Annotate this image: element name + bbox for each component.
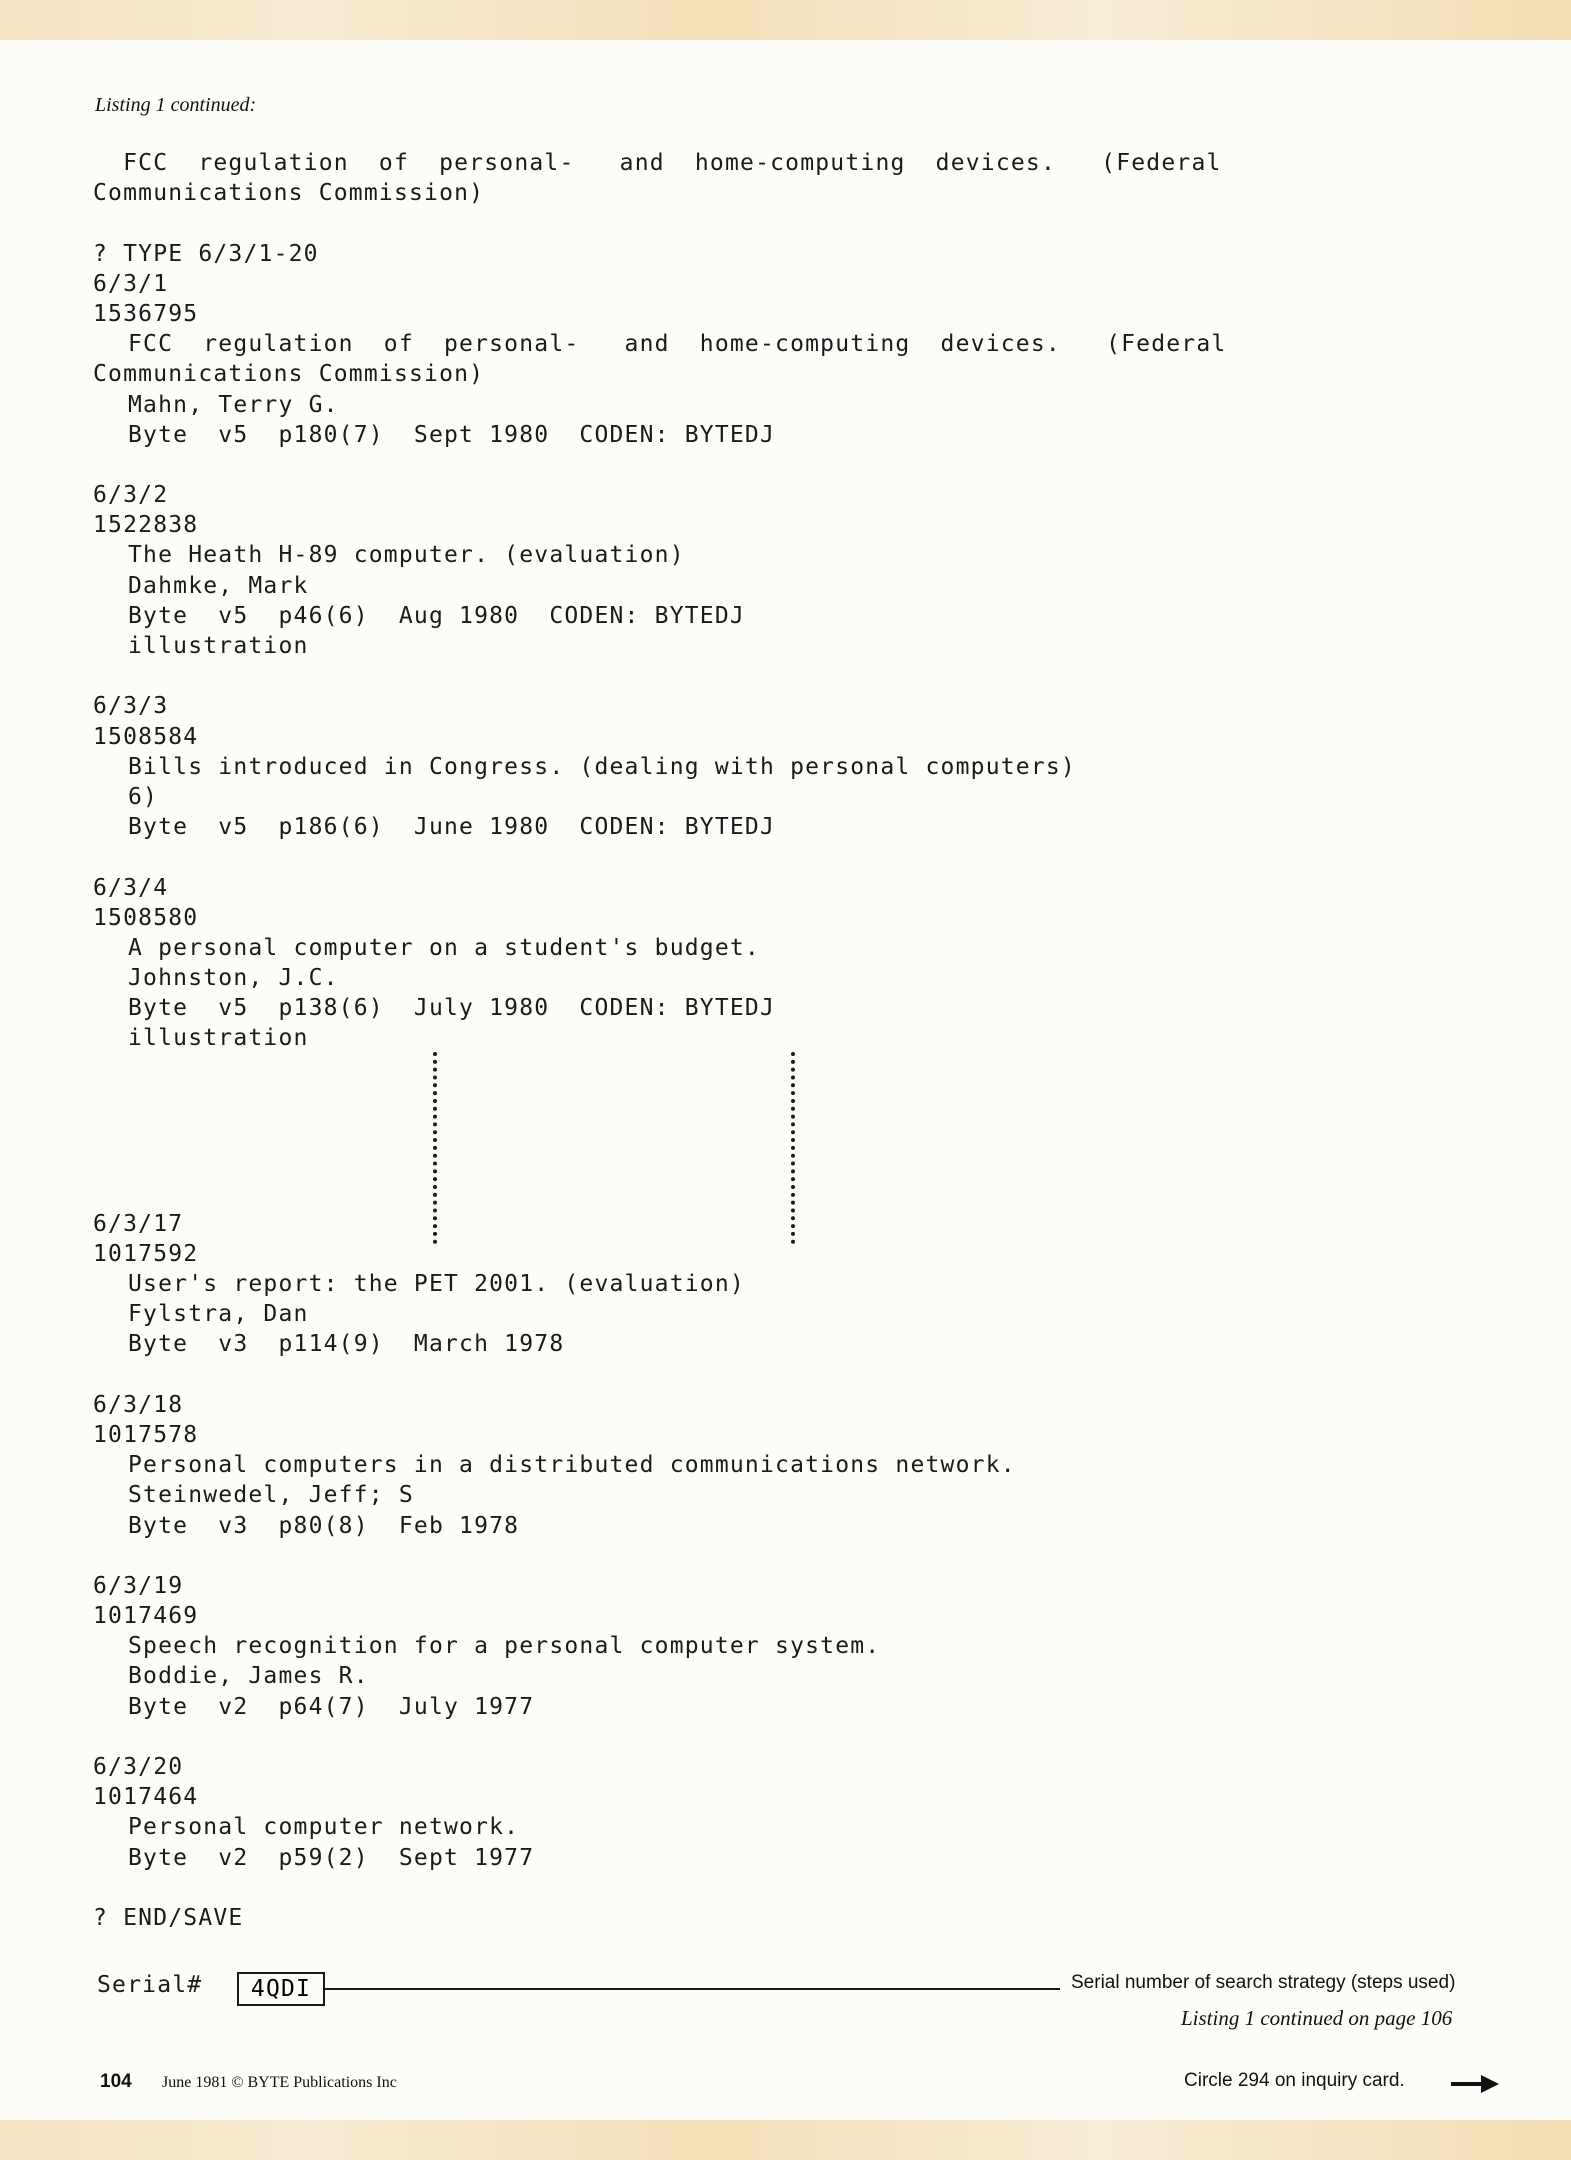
record-citation: Byte v3 p80(8) Feb 1978: [128, 1512, 520, 1539]
record-citation: Byte v5 p186(6) June 1980 CODEN: BYTEDJ: [128, 814, 776, 841]
serial-callout-line: [325, 1988, 1060, 1990]
record-id: 6/3/4: [93, 874, 169, 901]
record: [93, 691, 1493, 842]
record-title: User's report: the PET 2001. (evaluation): [128, 1271, 745, 1297]
record: [93, 1390, 1493, 1541]
record-number: 1522838: [93, 512, 199, 539]
continued-note: Listing 1 continued on page 106: [1181, 2006, 1453, 2030]
record-number: 1017469: [93, 1603, 199, 1630]
record-title: Personal computers in a distributed communications network.: [128, 1452, 1016, 1479]
record-id: 6/3/17: [93, 1210, 184, 1237]
serial-value-box: 4QDI: [237, 1972, 325, 2006]
record-number: 1017578: [93, 1421, 199, 1448]
record-citation: Byte v5 p180(7) Sept 1980 CODEN: BYTEDJ: [128, 421, 776, 448]
record-title-wrap: Communications Commission): [93, 361, 485, 388]
record-author: Fylstra, Dan: [128, 1301, 309, 1328]
record-id: 6/3/18: [93, 1391, 184, 1418]
record-citation: Byte v3 p114(9) March 1978: [128, 1331, 565, 1358]
record: [93, 873, 1493, 1054]
record-number: 1536795: [93, 300, 199, 327]
record-author: Mahn, Terry G.: [128, 391, 339, 418]
record-citation: Byte v2 p64(7) July 1977: [128, 1693, 535, 1720]
record-note: illustration: [128, 1025, 309, 1052]
record-number: 1017592: [93, 1240, 199, 1267]
record-number: 1017464: [93, 1784, 199, 1811]
right-arrow-icon: [1451, 2072, 1499, 2096]
record-author: Johnston, J.C.: [128, 965, 339, 992]
record-id: 6/3/19: [93, 1572, 184, 1599]
record-author: Dahmke, Mark: [128, 572, 309, 599]
record: [93, 1752, 1493, 1873]
record-title-wrap: 6): [128, 783, 159, 810]
record-citation: Byte v5 p46(6) Aug 1980 CODEN: BYTEDJ: [128, 602, 745, 629]
serial-callout-note: Serial number of search strategy (steps used): [1071, 1972, 1456, 1993]
record-author: Steinwedel, Jeff; S: [128, 1482, 414, 1509]
record-id: 6/3/20: [93, 1754, 184, 1780]
record-citation: Byte v5 p138(6) July 1980 CODEN: BYTEDJ: [128, 995, 776, 1022]
record-title: Bills introduced in Congress. (dealing with personal computers): [128, 753, 1076, 780]
record-title: The Heath H-89 computer. (evaluation): [128, 542, 685, 569]
record-title: A personal computer on a student's budget.: [128, 934, 760, 961]
record-number: 1508584: [93, 723, 199, 750]
page-edge-top: [0, 0, 1571, 40]
type-command: ? TYPE 6/3/1-20: [93, 240, 319, 267]
record: [93, 269, 1493, 450]
record-citation: Byte v2 p59(2) Sept 1977: [128, 1844, 535, 1871]
intro-line: FCC regulation of personal- and home-computing devices. (Federal: [93, 150, 1222, 176]
record-id: 6/3/2: [93, 482, 169, 509]
end-save-command: ? END/SAVE: [93, 1904, 244, 1931]
intro-line: Communications Commission): [93, 180, 485, 207]
page-edge-bottom: [0, 2120, 1571, 2160]
record-title: Speech recognition for a personal computer system.: [128, 1633, 881, 1660]
listing-body: [93, 148, 1493, 1933]
record: [93, 480, 1493, 661]
record-title: Personal computer network.: [128, 1814, 520, 1841]
record-author: Boddie, James R.: [128, 1663, 369, 1690]
serial-label: Serial#: [97, 1972, 203, 1998]
record: [93, 1571, 1493, 1722]
elision-dots-right: [791, 1052, 795, 1244]
elision-dots-left: [433, 1052, 437, 1244]
record-title: FCC regulation of personal- and home-computing devices. (Federal: [128, 331, 1227, 358]
listing-caption: Listing 1 continued:: [95, 94, 257, 116]
inquiry-note: Circle 294 on inquiry card.: [1184, 2070, 1405, 2091]
record-id: 6/3/3: [93, 693, 169, 720]
publication-line: June 1981 © BYTE Publications Inc: [162, 2074, 397, 2091]
page-number: 104: [100, 2071, 132, 2092]
record-id: 6/3/1: [93, 270, 169, 297]
record-note: illustration: [128, 633, 309, 659]
record-number: 1508580: [93, 904, 199, 931]
